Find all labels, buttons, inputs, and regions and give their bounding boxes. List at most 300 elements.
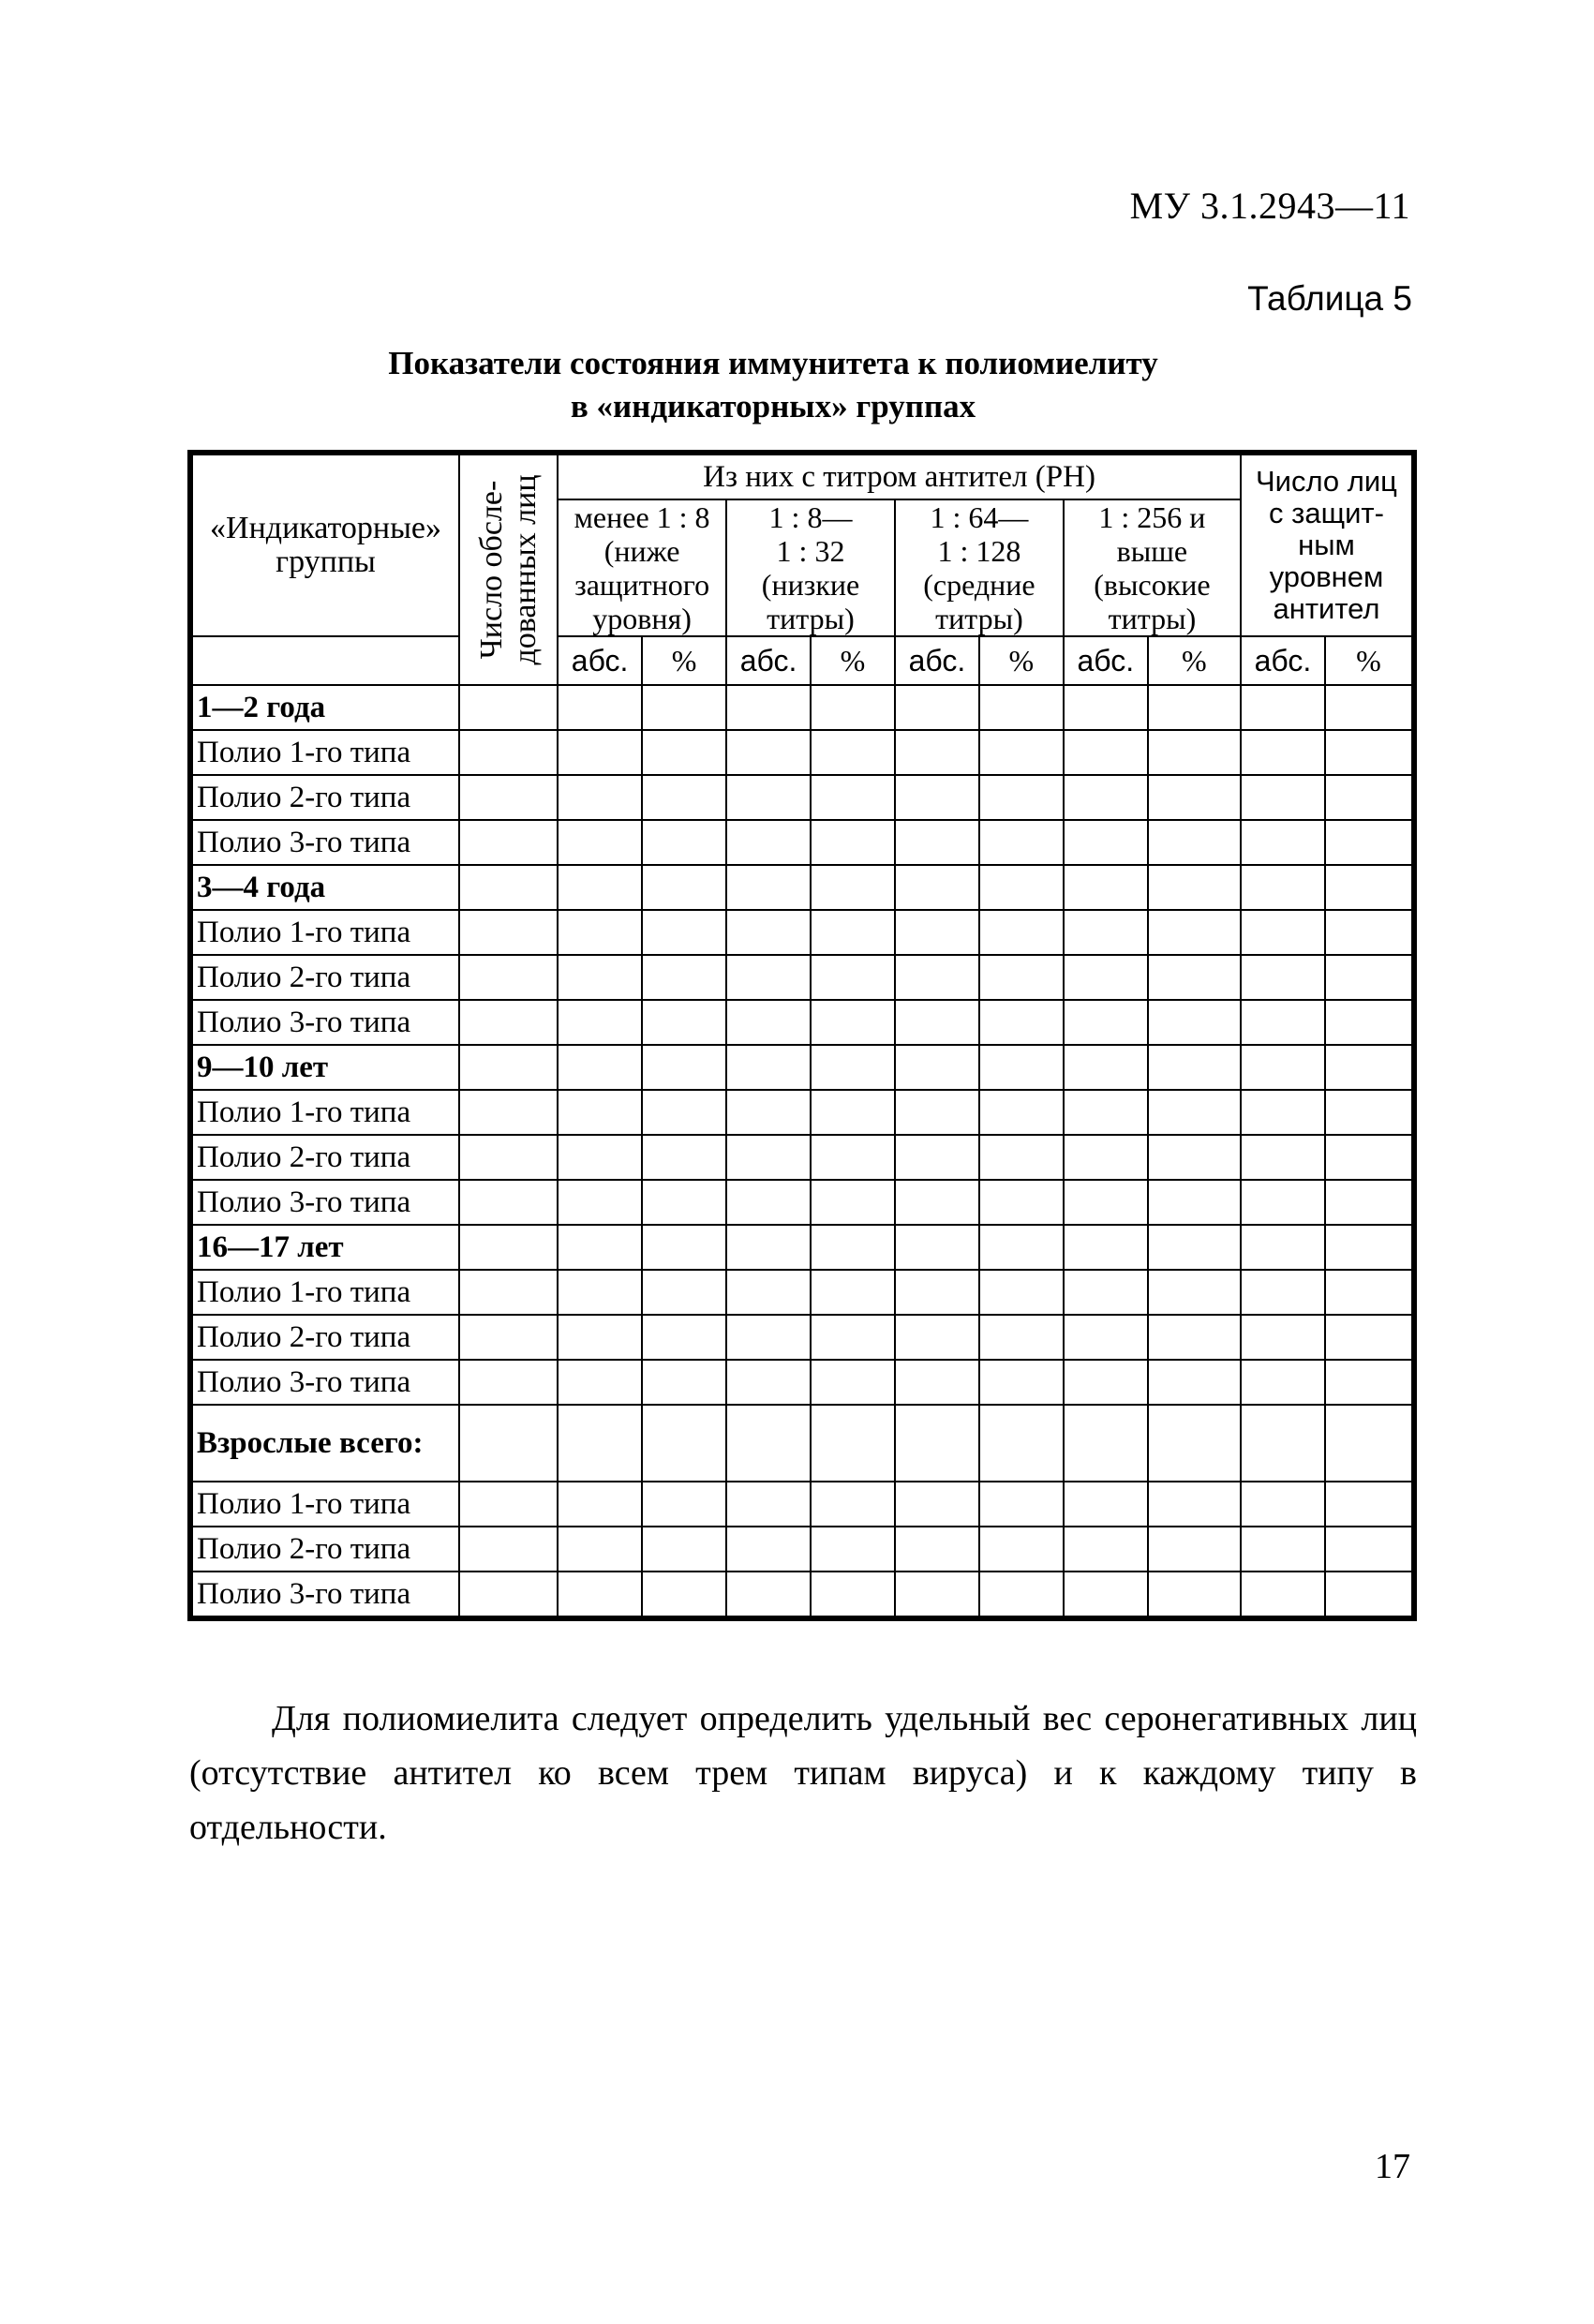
table-cell xyxy=(558,1482,642,1527)
table-cell xyxy=(895,1360,979,1405)
table-cell xyxy=(895,1090,979,1135)
table-cell xyxy=(1148,820,1241,865)
table-cell xyxy=(1064,730,1148,775)
titer-column-header-4 xyxy=(1064,499,1241,636)
titer-4-line-3: (высокие xyxy=(1094,568,1211,602)
table-cell xyxy=(459,910,558,955)
table-cell xyxy=(1148,1270,1241,1315)
table-cell xyxy=(1148,1180,1241,1225)
table-cell xyxy=(979,1527,1064,1572)
table-cell xyxy=(558,1045,642,1090)
examined-header-line-2: дованных лиц xyxy=(507,474,543,665)
table-cell xyxy=(811,1527,895,1572)
table-cell xyxy=(1325,775,1412,820)
table-cell xyxy=(895,1315,979,1360)
table-row xyxy=(192,1180,1412,1225)
table-cell xyxy=(726,1315,811,1360)
table-row xyxy=(192,820,1412,865)
table-cell xyxy=(726,1527,811,1572)
titer-2-line-3: (низкие xyxy=(761,568,860,602)
table-cell xyxy=(642,820,726,865)
table-cell xyxy=(979,1270,1064,1315)
table-cell xyxy=(642,910,726,955)
protective-header-line-5: антител xyxy=(1273,592,1380,625)
table-cell xyxy=(642,1090,726,1135)
table-cell xyxy=(895,775,979,820)
table-cell xyxy=(459,1270,558,1315)
table-cell xyxy=(895,1482,979,1527)
table-cell xyxy=(726,955,811,1000)
table-cell xyxy=(1241,1045,1325,1090)
table-cell xyxy=(642,1045,726,1090)
table-cell xyxy=(642,1135,726,1180)
table-cell xyxy=(979,1000,1064,1045)
pct-header: % xyxy=(1148,636,1241,685)
table-cell xyxy=(979,1360,1064,1405)
table-cell xyxy=(1148,1135,1241,1180)
table-cell xyxy=(1064,1090,1148,1135)
protective-column-header xyxy=(1241,454,1412,636)
table-row xyxy=(192,1360,1412,1405)
table-cell xyxy=(459,1527,558,1572)
table-cell xyxy=(895,820,979,865)
titer-2-line-4: титры) xyxy=(767,602,855,635)
table-cell xyxy=(895,1270,979,1315)
table-cell xyxy=(558,1090,642,1135)
table-cell xyxy=(1148,1527,1241,1572)
table-cell xyxy=(726,1180,811,1225)
table-cell xyxy=(726,1090,811,1135)
table-cell xyxy=(979,1225,1064,1270)
table-cell xyxy=(1064,865,1148,910)
row-type-label: Полио 1-го типа xyxy=(192,910,459,955)
table-cell xyxy=(1325,1090,1412,1135)
table-cell xyxy=(642,1225,726,1270)
table-cell xyxy=(1148,1090,1241,1135)
table-cell xyxy=(642,775,726,820)
table-cell xyxy=(726,910,811,955)
table-row xyxy=(192,1045,1412,1090)
row-group-label: 16—17 лет xyxy=(192,1225,459,1270)
examined-column-header xyxy=(459,454,558,685)
table-cell xyxy=(811,1000,895,1045)
row-type-label: Полио 3-го типа xyxy=(192,1572,459,1616)
table-cell xyxy=(726,1270,811,1315)
table-cell xyxy=(1325,1045,1412,1090)
titer-3-line-3: (средние xyxy=(923,568,1035,602)
table-row xyxy=(192,1270,1412,1315)
table-cell xyxy=(1064,1135,1148,1180)
table-cell xyxy=(459,1135,558,1180)
table-cell xyxy=(459,775,558,820)
pct-header: % xyxy=(642,636,726,685)
table-cell xyxy=(726,1572,811,1616)
table-cell xyxy=(979,1315,1064,1360)
table-cell xyxy=(1325,730,1412,775)
table-cell xyxy=(642,1360,726,1405)
table-cell xyxy=(1064,1045,1148,1090)
table-cell xyxy=(558,865,642,910)
table-cell xyxy=(459,1360,558,1405)
table-cell xyxy=(895,1572,979,1616)
table-cell xyxy=(1325,955,1412,1000)
table-cell xyxy=(1325,1572,1412,1616)
table-cell xyxy=(811,1270,895,1315)
table-cell xyxy=(1148,1360,1241,1405)
table-cell xyxy=(642,1527,726,1572)
groups-column-header: «Индикаторные» группы xyxy=(192,454,459,636)
row-group-label: 3—4 года xyxy=(192,865,459,910)
titer-1-line-1: менее 1 : 8 xyxy=(574,500,710,534)
table-cell xyxy=(558,1270,642,1315)
table-cell xyxy=(1325,820,1412,865)
row-type-label: Полио 3-го типа xyxy=(192,820,459,865)
table-cell xyxy=(1241,1135,1325,1180)
table-cell xyxy=(811,1572,895,1616)
table-number: Таблица 5 xyxy=(1247,279,1412,318)
protective-header-line-2: с защит- xyxy=(1269,497,1384,529)
table-cell xyxy=(1148,1225,1241,1270)
table-cell xyxy=(726,1482,811,1527)
table-cell xyxy=(642,1180,726,1225)
table-cell xyxy=(811,910,895,955)
table-cell xyxy=(895,1405,979,1482)
row-type-label: Полио 2-го типа xyxy=(192,1135,459,1180)
table-cell xyxy=(459,1225,558,1270)
row-type-label: Полио 1-го типа xyxy=(192,1482,459,1527)
table-row xyxy=(192,1090,1412,1135)
table-cell xyxy=(895,955,979,1000)
table-cell xyxy=(726,1360,811,1405)
table-row xyxy=(192,955,1412,1000)
table-cell xyxy=(558,910,642,955)
table-cell xyxy=(459,1315,558,1360)
immunity-table xyxy=(187,450,1417,1621)
table-cell xyxy=(726,685,811,730)
table-cell xyxy=(726,820,811,865)
table-cell xyxy=(726,775,811,820)
titer-column-header-2 xyxy=(726,499,895,636)
table-cell xyxy=(1241,820,1325,865)
table-row xyxy=(192,1405,1412,1482)
table-cell xyxy=(1148,1045,1241,1090)
table-cell xyxy=(895,1527,979,1572)
table-row xyxy=(192,685,1412,730)
table-cell xyxy=(895,730,979,775)
table-row xyxy=(192,1482,1412,1527)
table-cell xyxy=(1241,1527,1325,1572)
table-cell xyxy=(1241,685,1325,730)
table-cell xyxy=(1064,775,1148,820)
table-cell xyxy=(895,1225,979,1270)
table-title-line-2: в «индикаторных» группах xyxy=(570,388,976,425)
table-cell xyxy=(811,730,895,775)
table-cell xyxy=(1148,730,1241,775)
body-paragraph xyxy=(189,1691,1417,1855)
table-cell xyxy=(1064,1360,1148,1405)
table-cell xyxy=(726,1000,811,1045)
table-cell xyxy=(1064,820,1148,865)
table-cell xyxy=(979,775,1064,820)
titer-column-header-1 xyxy=(558,499,726,636)
table-cell xyxy=(1325,685,1412,730)
table-cell xyxy=(1064,1225,1148,1270)
titer-3-line-1: 1 : 64— xyxy=(930,500,1029,534)
table-cell xyxy=(459,1482,558,1527)
table-cell xyxy=(1064,685,1148,730)
table-cell xyxy=(1241,1360,1325,1405)
row-type-label: Полио 1-го типа xyxy=(192,1270,459,1315)
table-cell xyxy=(726,730,811,775)
table-cell xyxy=(459,955,558,1000)
abs-header: абс. xyxy=(1241,636,1325,685)
table-cell xyxy=(1325,1180,1412,1225)
table-cell xyxy=(811,1135,895,1180)
table-cell xyxy=(1148,865,1241,910)
table-cell xyxy=(811,1225,895,1270)
table-cell xyxy=(459,685,558,730)
abs-header: абс. xyxy=(726,636,811,685)
table-cell xyxy=(811,1045,895,1090)
row-type-label: Полио 3-го типа xyxy=(192,1360,459,1405)
table-cell xyxy=(642,1405,726,1482)
table-cell xyxy=(459,1045,558,1090)
table-cell xyxy=(1148,1405,1241,1482)
table-cell xyxy=(558,1527,642,1572)
pct-header: % xyxy=(979,636,1064,685)
body-paragraph-text: Для полиомиелита следует определить удельный вес серонегативных лиц (отсутствие антител ко всем трем типам вируса) и к каждому типу в отдельности. xyxy=(189,1699,1417,1847)
titer-1-line-3: защитного xyxy=(574,568,710,602)
row-type-label: Полио 1-го типа xyxy=(192,1090,459,1135)
table-row xyxy=(192,775,1412,820)
table-cell xyxy=(811,865,895,910)
table-row xyxy=(192,1135,1412,1180)
table-cell xyxy=(895,685,979,730)
table-cell xyxy=(1241,955,1325,1000)
table-cell xyxy=(459,1405,558,1482)
table-cell xyxy=(558,1135,642,1180)
table-cell xyxy=(979,1180,1064,1225)
table-cell xyxy=(895,865,979,910)
table-cell xyxy=(1241,775,1325,820)
table-cell xyxy=(459,1180,558,1225)
table-row xyxy=(192,1315,1412,1360)
table-cell xyxy=(811,685,895,730)
table-cell xyxy=(642,955,726,1000)
table-cell xyxy=(895,1135,979,1180)
table-cell xyxy=(642,730,726,775)
table-cell xyxy=(1241,1405,1325,1482)
table-cell xyxy=(1241,1482,1325,1527)
table-cell xyxy=(895,1045,979,1090)
titer-4-line-2: выше xyxy=(1116,534,1188,568)
table-cell xyxy=(558,955,642,1000)
table-cell xyxy=(459,730,558,775)
table-cell xyxy=(1325,1527,1412,1572)
table-cell xyxy=(1064,955,1148,1000)
table-cell xyxy=(726,1225,811,1270)
table-cell xyxy=(1241,730,1325,775)
table-cell xyxy=(811,1405,895,1482)
table-cell xyxy=(726,1045,811,1090)
table-cell xyxy=(459,1090,558,1135)
table-cell xyxy=(979,820,1064,865)
table-row xyxy=(192,1572,1412,1616)
table-cell xyxy=(1325,1225,1412,1270)
table-cell xyxy=(642,1270,726,1315)
titer-3-line-2: 1 : 128 xyxy=(937,534,1021,568)
table-cell xyxy=(558,1225,642,1270)
abs-header: абс. xyxy=(895,636,979,685)
table-cell xyxy=(459,820,558,865)
table-cell xyxy=(1241,1270,1325,1315)
table-cell xyxy=(558,1000,642,1045)
titer-2-line-1: 1 : 8— xyxy=(768,500,853,534)
table-cell xyxy=(1325,1482,1412,1527)
table-cell xyxy=(979,1090,1064,1135)
table-cell xyxy=(1064,1405,1148,1482)
table-cell xyxy=(1148,1315,1241,1360)
table-cell xyxy=(1064,1315,1148,1360)
examined-header-line-1: Число обсле- xyxy=(473,480,509,660)
table-cell xyxy=(558,685,642,730)
table-cell xyxy=(1064,1270,1148,1315)
table-row xyxy=(192,1225,1412,1270)
titer-4-line-4: титры) xyxy=(1108,602,1197,635)
table-cell xyxy=(642,1315,726,1360)
table-cell xyxy=(811,820,895,865)
table-cell xyxy=(726,1135,811,1180)
table-cell xyxy=(459,1000,558,1045)
table-cell xyxy=(979,1045,1064,1090)
table-cell xyxy=(979,685,1064,730)
row-group-label: 1—2 года xyxy=(192,685,459,730)
table-cell xyxy=(811,1315,895,1360)
table-cell xyxy=(1325,1000,1412,1045)
table-cell xyxy=(1064,1527,1148,1572)
table-cell xyxy=(558,1572,642,1616)
table-cell xyxy=(726,1405,811,1482)
table-cell xyxy=(1241,1572,1325,1616)
row-group-label: 9—10 лет xyxy=(192,1045,459,1090)
titer-column-header-3 xyxy=(895,499,1064,636)
table-cell xyxy=(1064,1180,1148,1225)
titer-2-line-2: 1 : 32 xyxy=(776,534,845,568)
table-cell xyxy=(979,1572,1064,1616)
table-cell xyxy=(1241,1180,1325,1225)
table-cell xyxy=(979,865,1064,910)
row-type-label: Полио 2-го типа xyxy=(192,1315,459,1360)
table-cell xyxy=(1241,1225,1325,1270)
row-type-label: Полио 2-го типа xyxy=(192,955,459,1000)
table-cell xyxy=(1148,1482,1241,1527)
table-cell xyxy=(1241,865,1325,910)
table-cell xyxy=(811,955,895,1000)
table-cell xyxy=(558,1360,642,1405)
table-cell xyxy=(726,865,811,910)
table-cell xyxy=(979,955,1064,1000)
table-cell xyxy=(1064,1482,1148,1527)
row-type-label: Полио 3-го типа xyxy=(192,1000,459,1045)
table-cell xyxy=(979,1135,1064,1180)
titer-1-line-4: уровня) xyxy=(592,602,692,635)
table-cell xyxy=(1325,1360,1412,1405)
table-cell xyxy=(558,1405,642,1482)
row-type-label: Полио 1-го типа xyxy=(192,730,459,775)
table-cell xyxy=(1325,1315,1412,1360)
titer-1-line-2: (ниже xyxy=(603,534,680,568)
table-cell xyxy=(1148,910,1241,955)
table-cell xyxy=(1241,910,1325,955)
table-cell xyxy=(811,1482,895,1527)
table-cell xyxy=(558,775,642,820)
table-cell xyxy=(811,775,895,820)
abs-header: абс. xyxy=(558,636,642,685)
pct-header: % xyxy=(811,636,895,685)
table-cell xyxy=(642,1572,726,1616)
table-cell xyxy=(1241,1315,1325,1360)
table-cell xyxy=(1064,910,1148,955)
groups-header-spacer xyxy=(192,636,459,685)
table-cell xyxy=(642,1000,726,1045)
table-cell xyxy=(1325,1405,1412,1482)
table-cell xyxy=(1325,865,1412,910)
table-cell xyxy=(1148,685,1241,730)
table-cell xyxy=(811,1360,895,1405)
table-cell xyxy=(1325,910,1412,955)
table-cell xyxy=(558,1315,642,1360)
table-cell xyxy=(1064,1572,1148,1616)
table-cell xyxy=(1064,1000,1148,1045)
table-cell xyxy=(642,1482,726,1527)
document-code: МУ 3.1.2943—11 xyxy=(1129,185,1410,227)
table-cell xyxy=(979,730,1064,775)
pct-header: % xyxy=(1325,636,1412,685)
table-cell xyxy=(1148,775,1241,820)
table-row xyxy=(192,1527,1412,1572)
table-cell xyxy=(558,1180,642,1225)
table-cell xyxy=(1241,1090,1325,1135)
table-row xyxy=(192,865,1412,910)
row-group-label: Взрослые всего: xyxy=(192,1405,459,1482)
table-row xyxy=(192,910,1412,955)
table-cell xyxy=(642,685,726,730)
table-cell xyxy=(811,1180,895,1225)
table-title xyxy=(234,342,1312,428)
table-cell xyxy=(895,910,979,955)
table-cell xyxy=(1241,1000,1325,1045)
table-cell xyxy=(558,820,642,865)
table-cell xyxy=(1325,1135,1412,1180)
table-cell xyxy=(895,1000,979,1045)
row-type-label: Полио 3-го типа xyxy=(192,1180,459,1225)
row-type-label: Полио 2-го типа xyxy=(192,775,459,820)
titer-4-line-1: 1 : 256 и xyxy=(1098,500,1206,534)
table-cell xyxy=(979,1405,1064,1482)
titer-group-header: Из них с титром антител (РН) xyxy=(558,454,1241,499)
table-cell xyxy=(459,1572,558,1616)
table-row xyxy=(192,1000,1412,1045)
abs-header: абс. xyxy=(1064,636,1148,685)
protective-header-line-1: Число лиц xyxy=(1256,465,1397,498)
table-cell xyxy=(1325,1270,1412,1315)
protective-header-line-4: уровнем xyxy=(1269,560,1384,593)
table-cell xyxy=(1148,1000,1241,1045)
table-row xyxy=(192,730,1412,775)
table-cell xyxy=(979,1482,1064,1527)
table-cell xyxy=(979,910,1064,955)
table-cell xyxy=(895,1180,979,1225)
